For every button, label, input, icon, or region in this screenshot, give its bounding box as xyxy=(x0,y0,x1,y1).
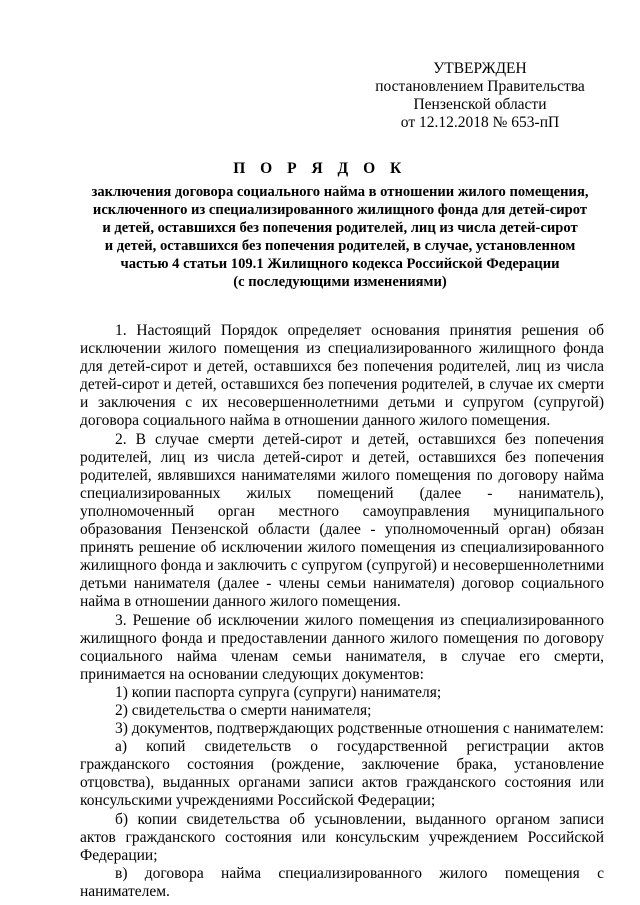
document-body xyxy=(80,322,604,901)
sub-item-c: в) договора найма специализированного жилого помещения с нанимателем. xyxy=(80,864,604,900)
document-title: П О Р Я Д О К xyxy=(233,160,407,177)
approval-heading: УТВЕРЖДЕН xyxy=(433,60,527,77)
document-subtitle xyxy=(70,183,610,291)
sub-item-b: б) копии свидетельства об усыновлении, выданного органом записи актов гражданского состояния или консульским учреждением Российской Федерации; xyxy=(80,810,604,864)
subtitle-line-1: заключения договора социального найма в отношении жилого помещения, xyxy=(91,184,589,200)
list-item-1: 1) копии паспорта супруга (супруги) нанимателя; xyxy=(115,683,442,701)
approval-line-1: постановлением Правительства xyxy=(375,78,585,95)
subtitle-line-5: частью 4 статьи 109.1 Жилищного кодекса Российской Федерации xyxy=(120,256,560,272)
list-item-3: 3) документов, подтверждающих родственные отношения с нанимателем: xyxy=(115,720,604,738)
subtitle-line-4: и детей, оставшихся без попечения родителей, в случае, установленном xyxy=(104,238,576,254)
sub-item-a: а) копий свидетельств о государственной регистрации актов гражданского состояния (рождение, заключение брака, установление отцовства), выданных органами записи актов гражданского состояния или консульскими учреждениями Российской Федерации; xyxy=(80,738,604,810)
subtitle-line-6: (с последующими изменениями) xyxy=(233,274,447,290)
approval-line-2: Пензенской области xyxy=(413,96,547,113)
list-item-2: 2) свидетельства о смерти нанимателя; xyxy=(115,701,372,719)
subtitle-line-3: и детей, оставшихся без попечения родителей, лиц из числа детей-сирот xyxy=(102,220,578,236)
approval-line-3: от 12.12.2018 № 653-пП xyxy=(400,114,560,131)
paragraph-3: 3. Решение об исключении жилого помещения из специализированного жилищного фонда и предоставлении данного жилого помещения по договору социального найма членам семьи нанимателя, в случае его смерти, принимается на основании следующих документов: xyxy=(80,611,604,683)
paragraph-2: 2. В случае смерти детей-сирот и детей, оставшихся без попечения родителей, лиц из числа детей-сирот и детей, оставшихся без попечения родителей, являвшихся нанимателями жилого помещения по договору найма специализированных жилых помещений (далее - наниматель), уполномоченный орган местного самоуправления муниципального образования Пензенской области (далее - уполномоченный орган) обязан принять решение об исключении жилого помещения из специализированного жилищного фонда и заключить с супругом (супругой) и несовершеннолетними детьми нанимателя (далее - члены семьи нанимателя) договор социального найма в отношении данного жилого помещения. xyxy=(80,430,604,611)
approval-stamp xyxy=(360,60,600,132)
paragraph-1: 1. Настоящий Порядок определяет основания принятия решения об исключении жилого помещения из специализированного жилищного фонда для детей-сирот и детей, оставшихся без попечения родителей, лиц из числа детей-сирот и детей, оставшихся без попечения родителей, в случае их смерти и заключения с их несовершеннолетними детьми и супругом (супругой) договора социального найма в отношении данного жилого помещения. xyxy=(80,322,604,430)
subtitle-line-2: исключенного из специализированного жилищного фонда для детей-сирот xyxy=(92,202,588,218)
